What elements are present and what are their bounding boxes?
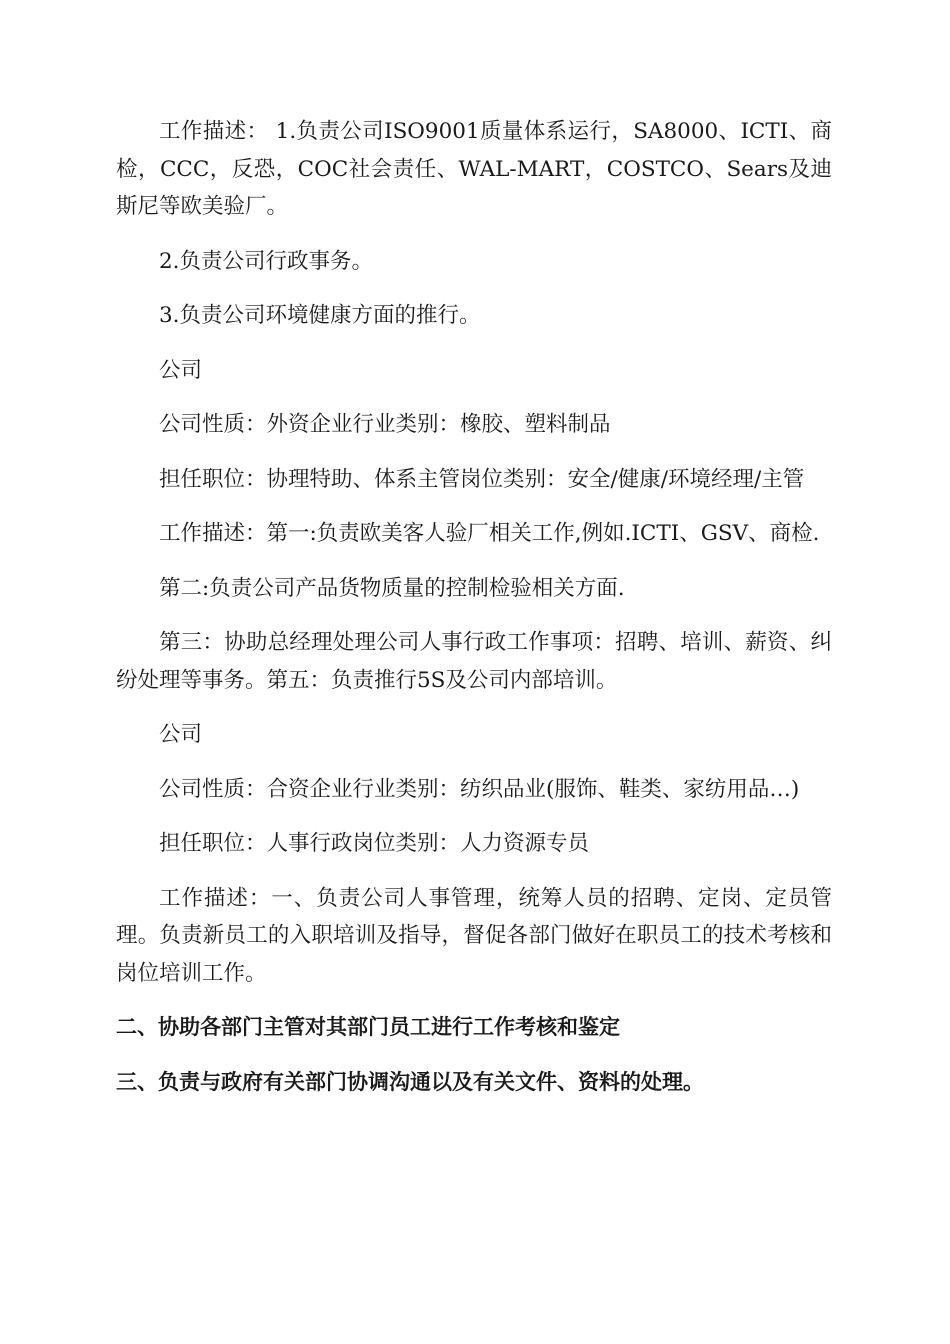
paragraph-second-duty: 第二:负责公司产品货物质量的控制检验相关方面.: [159, 575, 625, 601]
document-body: [116, 113, 832, 1118]
paragraph-job-description-2: 工作描述：第一:负责欧美客人验厂相关工作,例如.ICTI、GSV、商检.: [159, 521, 820, 546]
paragraph-duty-3: 3.负责公司环境健康方面的推行。: [159, 303, 481, 328]
paragraph-third-duty: 第三：协助总经理处理公司人事行政工作事项：招聘、培训、薪资、纠纷处理等事务。第五：负责推行5S及公司内部培训。: [116, 630, 832, 693]
paragraph-duty-2: 2.负责公司行政事务。: [159, 248, 374, 274]
heading-item-3: 三、负责与政府有关部门协调沟通以及有关文件、资料的处理。: [116, 1069, 704, 1094]
paragraph-company-2: 公司: [159, 722, 203, 747]
paragraph-company-nature-1: 公司性质：外资企业行业类别：橡胶、塑料制品: [159, 412, 611, 437]
heading-item-2: 二、协助各部门主管对其部门员工进行工作考核和鉴定: [116, 1015, 620, 1039]
paragraph-job-description-3: 工作描述：一、负责公司人事管理，统筹人员的招聘、定岗、定员管理。负责新员工的入职培训及指导，督促各部门做好在职员工的技术考核和岗位培训工作。: [116, 885, 832, 986]
paragraph-job-description-1: 工作描述： 1.负责公司ISO9001质量体系运行，SA8000、ICTI、商检，CCC，反恐，COC社会责任、WAL-MART，COSTCO、Sears及迪斯尼等欧美验厂。: [116, 119, 832, 219]
paragraph-position-1: 担任职位：协理特助、体系主管岗位类别：安全/健康/环境经理/主管: [159, 466, 805, 492]
paragraph-company-nature-2: 公司性质：合资企业行业类别：纺织品业(服饰、鞋类、家纺用品…): [159, 776, 800, 802]
paragraph-company-1: 公司: [159, 357, 203, 383]
paragraph-position-2: 担任职位：人事行政岗位类别：人力资源专员: [159, 831, 590, 856]
